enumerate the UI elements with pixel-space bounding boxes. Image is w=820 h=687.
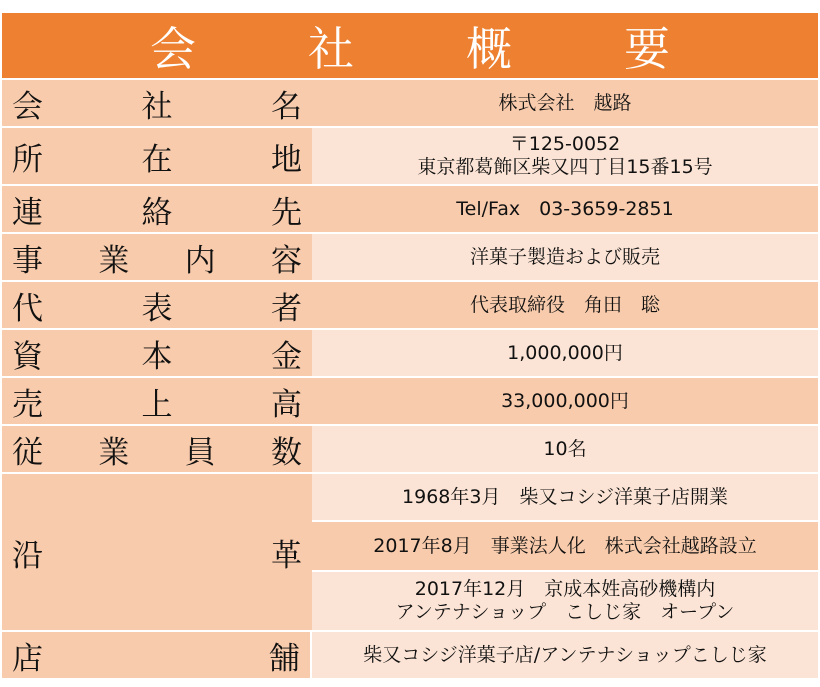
row-label-char: 高 [271,386,302,423]
table-row [2,184,818,232]
row-value-column [312,378,818,424]
row-value-line: 10名 [543,437,587,460]
row-label [2,234,312,280]
row-label-char: 上 [141,386,173,423]
title-char: 概 [466,21,512,76]
row-label-char: 資 [12,338,43,375]
row-value-line: 洋菓子製造および販売 [469,245,660,268]
row-label-char: 先 [271,194,302,231]
row-label-char: 連 [12,194,43,231]
row-value [312,378,818,424]
row-label [2,632,312,678]
title-text [150,13,670,79]
table-row [2,376,818,424]
row-value [312,570,818,630]
row-value [312,186,818,232]
row-label-char: 金 [271,338,302,375]
row-label [2,186,312,232]
row-value [312,426,818,472]
row-label [2,128,312,184]
row-value [312,282,818,328]
row-label [2,80,312,126]
overview-rows [2,78,818,678]
row-value-line: 1,000,000円 [507,341,623,364]
row-value-column [312,128,818,184]
row-label [2,330,312,376]
row-value-column [312,632,818,678]
row-value [312,330,818,376]
row-value-line: 33,000,000円 [501,389,629,412]
row-label-char: 沿 [12,537,43,574]
row-label-char: 代 [12,290,43,327]
row-label-char: 絡 [141,194,173,231]
table-row [2,328,818,376]
row-value [312,474,818,520]
row-value-column [312,426,818,472]
row-label-char: 数 [270,434,302,471]
row-label [2,378,312,424]
company-overview-table [2,13,818,678]
table-row [2,424,818,472]
table-row [2,232,818,280]
table-row [2,126,818,184]
row-value-line: 東京都葛飾区柴又四丁目15番15号 [417,156,713,178]
row-label-char: 容 [270,242,302,279]
row-label-char: 所 [12,141,43,178]
row-label-char: 革 [271,537,302,574]
table-row [2,78,818,126]
row-value-column [312,186,818,232]
title-char: 社 [308,21,354,76]
table-row [2,472,818,630]
row-value [312,520,818,570]
row-value-column [312,234,818,280]
row-label-char: 従 [12,434,43,471]
row-label-char: 業 [98,434,130,471]
row-label-char: 社 [141,88,173,125]
row-value-line: 柴又コシジ洋菓子店/アンテナショップこしじ家 [363,643,767,666]
row-value-column [312,80,818,126]
row-label-char: 名 [271,88,302,125]
row-value [312,128,818,184]
row-value-column [312,282,818,328]
row-label [2,282,312,328]
row-value-line: 〒125-0052 [509,133,621,155]
row-label [2,426,312,472]
row-value [312,632,818,678]
row-value-line: 2017年8月 事業法人化 株式会社越路設立 [373,534,757,557]
title-char: 会 [150,21,196,76]
row-value-line: アンテナショップ こしじ家 オープン [395,601,735,623]
row-label-char: 員 [184,434,216,471]
title-char: 要 [624,21,670,76]
row-label-char: 舗 [269,640,300,677]
row-label-char: 業 [98,242,130,279]
row-value [312,80,818,126]
row-label-char: 店 [12,640,43,677]
row-label-char: 売 [12,386,43,423]
row-value [312,234,818,280]
row-value-line: Tel/Fax 03-3659-2851 [456,197,674,220]
row-value-line: 2017年12月 京成本姓高砂機構内 [414,578,716,600]
row-value-column [312,474,818,630]
row-label-char: 本 [141,338,173,375]
row-value-line: 1968年3月 柴又コシジ洋菓子店開業 [402,485,728,508]
row-value-line: 代表取締役 角田 聡 [469,293,660,316]
row-label-char: 表 [141,290,173,327]
row-label-char: 在 [141,141,173,178]
row-value-column [312,330,818,376]
row-label [2,474,312,630]
table-row [2,280,818,328]
row-label-char: 内 [184,242,216,279]
row-label-char: 者 [271,290,302,327]
page-title [2,13,818,78]
row-label-char: 事 [12,242,43,279]
table-row [2,630,818,678]
row-label-char: 地 [271,141,302,178]
row-label-char: 会 [12,88,43,125]
row-value-line: 株式会社 越路 [498,91,632,114]
